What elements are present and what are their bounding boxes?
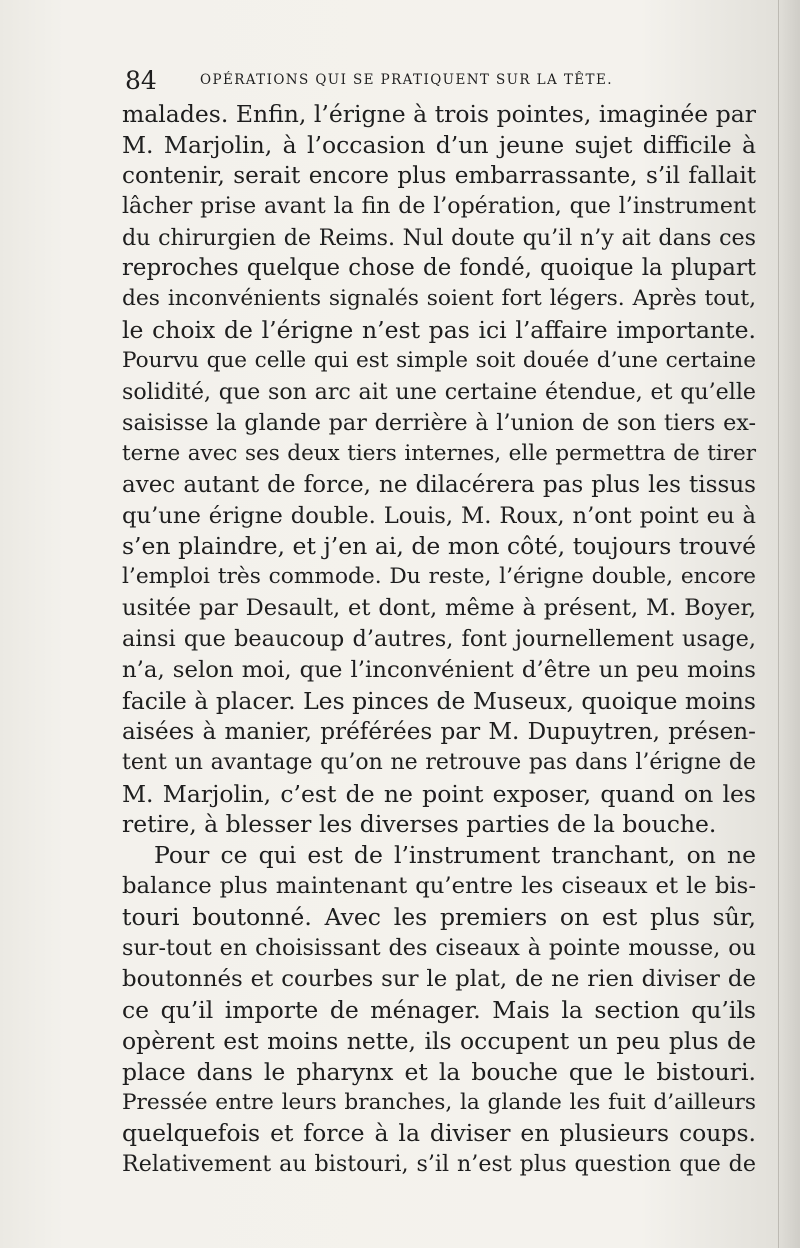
page-edge-line	[778, 0, 779, 1248]
text-line: ainsi que beaucoup d’autres, font journellement usage,	[122, 626, 756, 653]
text-line: place dans le pharynx et la bouche que le bistouri.	[122, 1057, 756, 1086]
body-text	[122, 99, 756, 1180]
text-line: ce qu’il importe de ménager. Mais la section qu’ils	[122, 995, 756, 1024]
text-line: Pressée entre leurs branches, la glande les fuit d’ailleurs	[122, 1089, 756, 1115]
text-line: M. Marjolin, c’est de ne point exposer, quand on les	[122, 779, 756, 808]
text-line: Relativement au bistouri, s’il n’est plus question que de	[122, 1151, 756, 1178]
text-line: malades. Enfin, l’érigne à trois pointes, imaginée par	[122, 100, 756, 128]
paragraph-end-line: retire, à blesser les diverses parties de la bouche.	[122, 810, 717, 839]
text-line: tent un avantage qu’on ne retrouve pas dans l’érigne de	[122, 749, 756, 775]
text-line: lâcher prise avant la fin de l’opération, que l’instrument	[122, 193, 756, 219]
text-line: l’emploi très commode. Du reste, l’érigne double, encore	[122, 564, 756, 590]
paragraph-start-line: Pour ce qui est de l’instrument tranchant, on ne	[154, 841, 756, 870]
text-line: quelquefois et force à la diviser en plusieurs coups.	[122, 1119, 756, 1148]
page-number: 84	[125, 66, 157, 95]
text-line: du chirurgien de Reims. Nul doute qu’il n’y ait dans ces	[122, 224, 756, 251]
text-line: opèrent est moins nette, ils occupent un peu plus de	[122, 1026, 756, 1055]
text-line: touri boutonné. Avec les premiers on est plus sûr,	[122, 903, 756, 932]
text-line: contenir, serait encore plus embarrassante, s’il fallait	[122, 162, 756, 189]
running-head: OPÉRATIONS QUI SE PRATIQUENT SUR LA TÊTE.	[200, 72, 613, 88]
text-line: balance plus maintenant qu’entre les ciseaux et le bis-	[122, 873, 756, 900]
text-line: s’en plaindre, et j’en ai, de mon côté, toujours trouvé	[122, 532, 756, 561]
text-line: le choix de l’érigne n’est pas ici l’affaire importante.	[122, 316, 756, 345]
text-line: solidité, que son arc ait une certaine étendue, et qu’elle	[122, 379, 756, 406]
text-line: M. Marjolin, à l’occasion d’un jeune sujet difficile à	[122, 130, 756, 159]
page-header	[125, 66, 755, 100]
text-line: aisées à manier, préférées par M. Dupuytren, présen-	[122, 718, 756, 745]
text-line: terne avec ses deux tiers internes, elle permettra de tirer	[122, 440, 756, 466]
text-line: avec autant de force, ne dilacérera pas plus les tissus	[122, 471, 756, 498]
text-line: qu’une érigne double. Louis, M. Roux, n’ont point eu à	[122, 502, 756, 529]
text-line: boutonnés et courbes sur le plat, de ne rien diviser de	[122, 965, 756, 992]
text-line: des inconvénients signalés soient fort légers. Après tout,	[122, 286, 756, 312]
text-line: saisisse la glande par derrière à l’union de son tiers ex-	[122, 409, 756, 436]
text-line: sur-tout en choisissant des ciseaux à pointe mousse, ou	[122, 935, 756, 962]
text-line: facile à placer. Les pinces de Museux, quoique moins	[122, 686, 756, 715]
text-line: n’a, selon moi, que l’inconvénient d’être un peu moins	[122, 657, 756, 684]
text-line: reproches quelque chose de fondé, quoique la plupart	[122, 255, 756, 282]
text-line: usitée par Desault, et dont, même à présent, M. Boyer,	[122, 595, 756, 622]
text-line: Pourvu que celle qui est simple soit douée d’une certaine	[122, 348, 756, 374]
